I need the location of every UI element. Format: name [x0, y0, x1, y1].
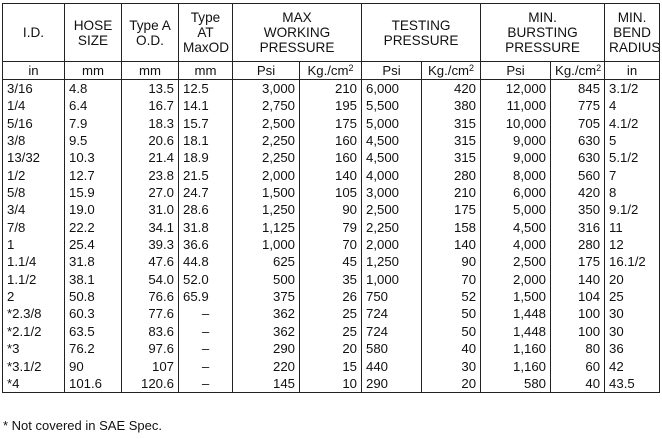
cell-id: 7/8 [3, 219, 65, 236]
cell-type-at-maxod: 24.7 [179, 184, 233, 201]
table-body [3, 80, 660, 393]
cell-type-a-od: 23.8 [122, 167, 179, 184]
cell-testing-psi: 2,000 [362, 236, 422, 253]
cell-bend-radius: 11 [605, 219, 660, 236]
unit-hose-size: mm [65, 62, 122, 80]
cell-type-a-od: 31.0 [122, 201, 179, 218]
cell-type-at-maxod: – [179, 375, 233, 393]
cell-bursting-kg: 40 [551, 375, 605, 393]
cell-testing-psi: 2,500 [362, 201, 422, 218]
cell-bend-radius: 25 [605, 288, 660, 305]
cell-bend-radius: 5 [605, 132, 660, 149]
cell-type-a-od: 21.4 [122, 149, 179, 166]
table-row [3, 323, 660, 340]
table-row [3, 375, 660, 393]
cell-id: 1.1/2 [3, 271, 65, 288]
cell-bursting-psi: 1,448 [481, 305, 551, 322]
cell-working-kg: 140 [300, 167, 362, 184]
cell-working-psi: 2,250 [233, 149, 300, 166]
cell-type-a-od: 27.0 [122, 184, 179, 201]
cell-testing-psi: 724 [362, 323, 422, 340]
cell-id: *4 [3, 375, 65, 393]
cell-bursting-kg: 60 [551, 358, 605, 375]
unit-bursting-psi: Psi [481, 62, 551, 80]
cell-id: *3.1/2 [3, 358, 65, 375]
cell-type-at-maxod: 14.1 [179, 97, 233, 114]
cell-type-a-od: 83.6 [122, 323, 179, 340]
cell-testing-kg: 315 [422, 115, 481, 132]
cell-id: 5/16 [3, 115, 65, 132]
header-min-bend-radius: MIN. BEND RADIUS [605, 4, 660, 62]
cell-type-at-maxod: 28.6 [179, 201, 233, 218]
unit-bursting-kg-label: Kg./cm [555, 63, 597, 78]
cell-id: 13/32 [3, 149, 65, 166]
cell-type-a-od: 97.6 [122, 340, 179, 357]
cell-working-kg: 160 [300, 149, 362, 166]
cell-bursting-psi: 8,000 [481, 167, 551, 184]
cell-testing-kg: 70 [422, 271, 481, 288]
unit-working-kg-sup: 2 [348, 63, 354, 73]
cell-hose-size: 31.8 [65, 253, 122, 270]
header-testing-pressure: TESTING PRESSURE [362, 4, 481, 62]
table-row [3, 305, 660, 322]
cell-type-at-maxod: 36.6 [179, 236, 233, 253]
cell-type-a-od: 34.1 [122, 219, 179, 236]
cell-bend-radius: 20 [605, 271, 660, 288]
cell-bursting-kg: 104 [551, 288, 605, 305]
cell-bursting-psi: 1,160 [481, 358, 551, 375]
cell-working-psi: 2,750 [233, 97, 300, 114]
unit-testing-kg-label: Kg./cm [427, 63, 470, 78]
cell-id: 1.1/4 [3, 253, 65, 270]
cell-hose-size: 38.1 [65, 271, 122, 288]
cell-bursting-kg: 280 [551, 236, 605, 253]
cell-id: 3/8 [3, 132, 65, 149]
cell-type-at-maxod: – [179, 340, 233, 357]
cell-hose-size: 7.9 [65, 115, 122, 132]
cell-working-psi: 2,500 [233, 115, 300, 132]
cell-bursting-kg: 775 [551, 97, 605, 114]
header-type-a-od: Type A O.D. [122, 4, 179, 62]
unit-bursting-kg [551, 62, 605, 80]
cell-working-psi: 625 [233, 253, 300, 270]
cell-working-kg: 160 [300, 132, 362, 149]
cell-hose-size: 15.9 [65, 184, 122, 201]
cell-id: *2.1/2 [3, 323, 65, 340]
table-row [3, 97, 660, 114]
cell-bend-radius: 12 [605, 236, 660, 253]
cell-bend-radius: 30 [605, 323, 660, 340]
cell-type-a-od: 16.7 [122, 97, 179, 114]
cell-type-a-od: 20.6 [122, 132, 179, 149]
cell-testing-psi: 4,000 [362, 167, 422, 184]
cell-type-at-maxod: 12.5 [179, 80, 233, 98]
cell-type-at-maxod: 65.9 [179, 288, 233, 305]
cell-type-a-od: 107 [122, 358, 179, 375]
cell-working-kg: 25 [300, 305, 362, 322]
cell-bend-radius: 36 [605, 340, 660, 357]
cell-type-at-maxod: 15.7 [179, 115, 233, 132]
cell-hose-size: 60.3 [65, 305, 122, 322]
cell-id: 1/2 [3, 167, 65, 184]
header-row [3, 4, 660, 62]
cell-id: 2 [3, 288, 65, 305]
unit-type-a-od: mm [122, 62, 179, 80]
cell-working-kg: 195 [300, 97, 362, 114]
cell-bursting-psi: 5,000 [481, 201, 551, 218]
cell-testing-kg: 30 [422, 358, 481, 375]
unit-bend-radius: in [605, 62, 660, 80]
unit-type-at-maxod: mm [179, 62, 233, 80]
cell-testing-kg: 175 [422, 201, 481, 218]
cell-hose-size: 101.6 [65, 375, 122, 393]
cell-testing-psi: 3,000 [362, 184, 422, 201]
cell-testing-psi: 750 [362, 288, 422, 305]
table-row [3, 184, 660, 201]
cell-hose-size: 12.7 [65, 167, 122, 184]
cell-working-psi: 2,250 [233, 132, 300, 149]
unit-bursting-kg-sup: 2 [596, 63, 602, 73]
cell-working-psi: 500 [233, 271, 300, 288]
cell-bursting-kg: 100 [551, 305, 605, 322]
cell-testing-psi: 2,250 [362, 219, 422, 236]
cell-testing-psi: 1,250 [362, 253, 422, 270]
cell-type-a-od: 13.5 [122, 80, 179, 98]
table-row [3, 167, 660, 184]
table-row [3, 132, 660, 149]
cell-working-kg: 10 [300, 375, 362, 393]
unit-working-kg [300, 62, 362, 80]
cell-hose-size: 22.2 [65, 219, 122, 236]
cell-testing-kg: 90 [422, 253, 481, 270]
cell-testing-psi: 440 [362, 358, 422, 375]
table-row [3, 340, 660, 357]
cell-type-at-maxod: – [179, 305, 233, 322]
cell-bursting-psi: 1,500 [481, 288, 551, 305]
unit-working-psi: Psi [233, 62, 300, 80]
header-max-working-pressure: MAX WORKING PRESSURE [233, 4, 362, 62]
cell-working-psi: 362 [233, 305, 300, 322]
table-row [3, 149, 660, 166]
cell-working-psi: 220 [233, 358, 300, 375]
cell-testing-psi: 4,500 [362, 149, 422, 166]
cell-bend-radius: 30 [605, 305, 660, 322]
hose-spec-table [2, 3, 660, 393]
footnote: * Not covered in SAE Spec. [3, 418, 162, 433]
cell-testing-psi: 580 [362, 340, 422, 357]
cell-working-psi: 2,000 [233, 167, 300, 184]
unit-testing-kg-sup: 2 [469, 63, 475, 73]
cell-id: 3/16 [3, 80, 65, 98]
cell-testing-kg: 158 [422, 219, 481, 236]
cell-testing-kg: 210 [422, 184, 481, 201]
header-hose-size: HOSE SIZE [65, 4, 122, 62]
header-type-at-maxod: Type AT MaxOD [179, 4, 233, 62]
cell-testing-psi: 290 [362, 375, 422, 393]
cell-type-a-od: 77.6 [122, 305, 179, 322]
cell-bursting-psi: 1,160 [481, 340, 551, 357]
cell-testing-kg: 50 [422, 305, 481, 322]
table-row [3, 271, 660, 288]
units-row [3, 62, 660, 80]
table-row [3, 236, 660, 253]
cell-working-kg: 175 [300, 115, 362, 132]
cell-bursting-kg: 845 [551, 80, 605, 98]
cell-bend-radius: 7 [605, 167, 660, 184]
cell-type-at-maxod: 52.0 [179, 271, 233, 288]
cell-id: 1/4 [3, 97, 65, 114]
table-row [3, 201, 660, 218]
unit-id: in [3, 62, 65, 80]
cell-bend-radius: 3.1/2 [605, 80, 660, 98]
cell-bursting-psi: 2,500 [481, 253, 551, 270]
cell-working-kg: 90 [300, 201, 362, 218]
cell-hose-size: 19.0 [65, 201, 122, 218]
cell-bursting-kg: 560 [551, 167, 605, 184]
cell-bursting-kg: 630 [551, 149, 605, 166]
cell-type-a-od: 54.0 [122, 271, 179, 288]
cell-hose-size: 50.8 [65, 288, 122, 305]
cell-working-psi: 1,500 [233, 184, 300, 201]
cell-testing-kg: 280 [422, 167, 481, 184]
cell-hose-size: 76.2 [65, 340, 122, 357]
cell-type-a-od: 120.6 [122, 375, 179, 393]
cell-working-kg: 70 [300, 236, 362, 253]
cell-testing-psi: 724 [362, 305, 422, 322]
cell-bursting-kg: 140 [551, 271, 605, 288]
cell-testing-kg: 52 [422, 288, 481, 305]
cell-bend-radius: 43.5 [605, 375, 660, 393]
cell-testing-kg: 50 [422, 323, 481, 340]
cell-bend-radius: 9.1/2 [605, 201, 660, 218]
cell-hose-size: 10.3 [65, 149, 122, 166]
cell-id: 5/8 [3, 184, 65, 201]
cell-working-kg: 26 [300, 288, 362, 305]
cell-working-psi: 1,125 [233, 219, 300, 236]
cell-testing-kg: 140 [422, 236, 481, 253]
cell-testing-psi: 5,500 [362, 97, 422, 114]
cell-testing-kg: 20 [422, 375, 481, 393]
cell-bursting-psi: 11,000 [481, 97, 551, 114]
cell-working-kg: 79 [300, 219, 362, 236]
header-min-bursting-pressure: MIN. BURSTING PRESSURE [481, 4, 605, 62]
cell-type-at-maxod: – [179, 358, 233, 375]
cell-type-at-maxod: – [179, 323, 233, 340]
cell-bursting-psi: 2,000 [481, 271, 551, 288]
cell-hose-size: 90 [65, 358, 122, 375]
cell-hose-size: 25.4 [65, 236, 122, 253]
cell-working-kg: 20 [300, 340, 362, 357]
cell-type-at-maxod: 18.9 [179, 149, 233, 166]
cell-type-a-od: 47.6 [122, 253, 179, 270]
cell-working-psi: 375 [233, 288, 300, 305]
cell-working-kg: 105 [300, 184, 362, 201]
cell-bursting-psi: 9,000 [481, 149, 551, 166]
cell-hose-size: 6.4 [65, 97, 122, 114]
cell-testing-kg: 315 [422, 149, 481, 166]
cell-bend-radius: 8 [605, 184, 660, 201]
cell-testing-kg: 315 [422, 132, 481, 149]
cell-hose-size: 4.8 [65, 80, 122, 98]
cell-bursting-kg: 100 [551, 323, 605, 340]
cell-bursting-psi: 9,000 [481, 132, 551, 149]
cell-type-a-od: 76.6 [122, 288, 179, 305]
cell-bursting-kg: 175 [551, 253, 605, 270]
cell-testing-psi: 5,000 [362, 115, 422, 132]
cell-testing-kg: 380 [422, 97, 481, 114]
cell-working-kg: 35 [300, 271, 362, 288]
cell-type-a-od: 18.3 [122, 115, 179, 132]
cell-bend-radius: 4 [605, 97, 660, 114]
cell-id: *2.3/8 [3, 305, 65, 322]
cell-working-kg: 25 [300, 323, 362, 340]
cell-working-kg: 210 [300, 80, 362, 98]
cell-id: 3/4 [3, 201, 65, 218]
cell-id: 1 [3, 236, 65, 253]
cell-bursting-kg: 350 [551, 201, 605, 218]
cell-bend-radius: 4.1/2 [605, 115, 660, 132]
cell-bursting-kg: 316 [551, 219, 605, 236]
table-row [3, 219, 660, 236]
cell-bend-radius: 16.1/2 [605, 253, 660, 270]
cell-working-kg: 15 [300, 358, 362, 375]
table-row [3, 358, 660, 375]
cell-type-a-od: 39.3 [122, 236, 179, 253]
header-id: I.D. [3, 4, 65, 62]
cell-working-psi: 290 [233, 340, 300, 357]
table-row [3, 115, 660, 132]
unit-testing-kg [422, 62, 481, 80]
cell-bursting-kg: 80 [551, 340, 605, 357]
unit-working-kg-label: Kg./cm [307, 63, 349, 78]
cell-hose-size: 9.5 [65, 132, 122, 149]
cell-hose-size: 63.5 [65, 323, 122, 340]
cell-testing-psi: 6,000 [362, 80, 422, 98]
cell-testing-psi: 4,500 [362, 132, 422, 149]
cell-type-at-maxod: 21.5 [179, 167, 233, 184]
table-row [3, 253, 660, 270]
cell-working-psi: 3,000 [233, 80, 300, 98]
cell-bursting-psi: 580 [481, 375, 551, 393]
cell-type-at-maxod: 31.8 [179, 219, 233, 236]
cell-type-at-maxod: 18.1 [179, 132, 233, 149]
cell-bursting-kg: 420 [551, 184, 605, 201]
cell-testing-psi: 1,000 [362, 271, 422, 288]
cell-working-psi: 1,000 [233, 236, 300, 253]
cell-id: *3 [3, 340, 65, 357]
cell-bursting-psi: 12,000 [481, 80, 551, 98]
cell-bend-radius: 5.1/2 [605, 149, 660, 166]
cell-working-psi: 145 [233, 375, 300, 393]
cell-bursting-psi: 1,448 [481, 323, 551, 340]
table-row [3, 288, 660, 305]
cell-testing-kg: 420 [422, 80, 481, 98]
cell-bursting-psi: 4,000 [481, 236, 551, 253]
table-row [3, 80, 660, 98]
cell-testing-kg: 40 [422, 340, 481, 357]
cell-bursting-psi: 6,000 [481, 184, 551, 201]
unit-testing-psi: Psi [362, 62, 422, 80]
cell-type-at-maxod: 44.8 [179, 253, 233, 270]
cell-working-psi: 362 [233, 323, 300, 340]
cell-bursting-psi: 10,000 [481, 115, 551, 132]
cell-bend-radius: 42 [605, 358, 660, 375]
cell-working-kg: 45 [300, 253, 362, 270]
cell-bursting-kg: 630 [551, 132, 605, 149]
cell-bursting-psi: 4,500 [481, 219, 551, 236]
cell-working-psi: 1,250 [233, 201, 300, 218]
cell-bursting-kg: 705 [551, 115, 605, 132]
